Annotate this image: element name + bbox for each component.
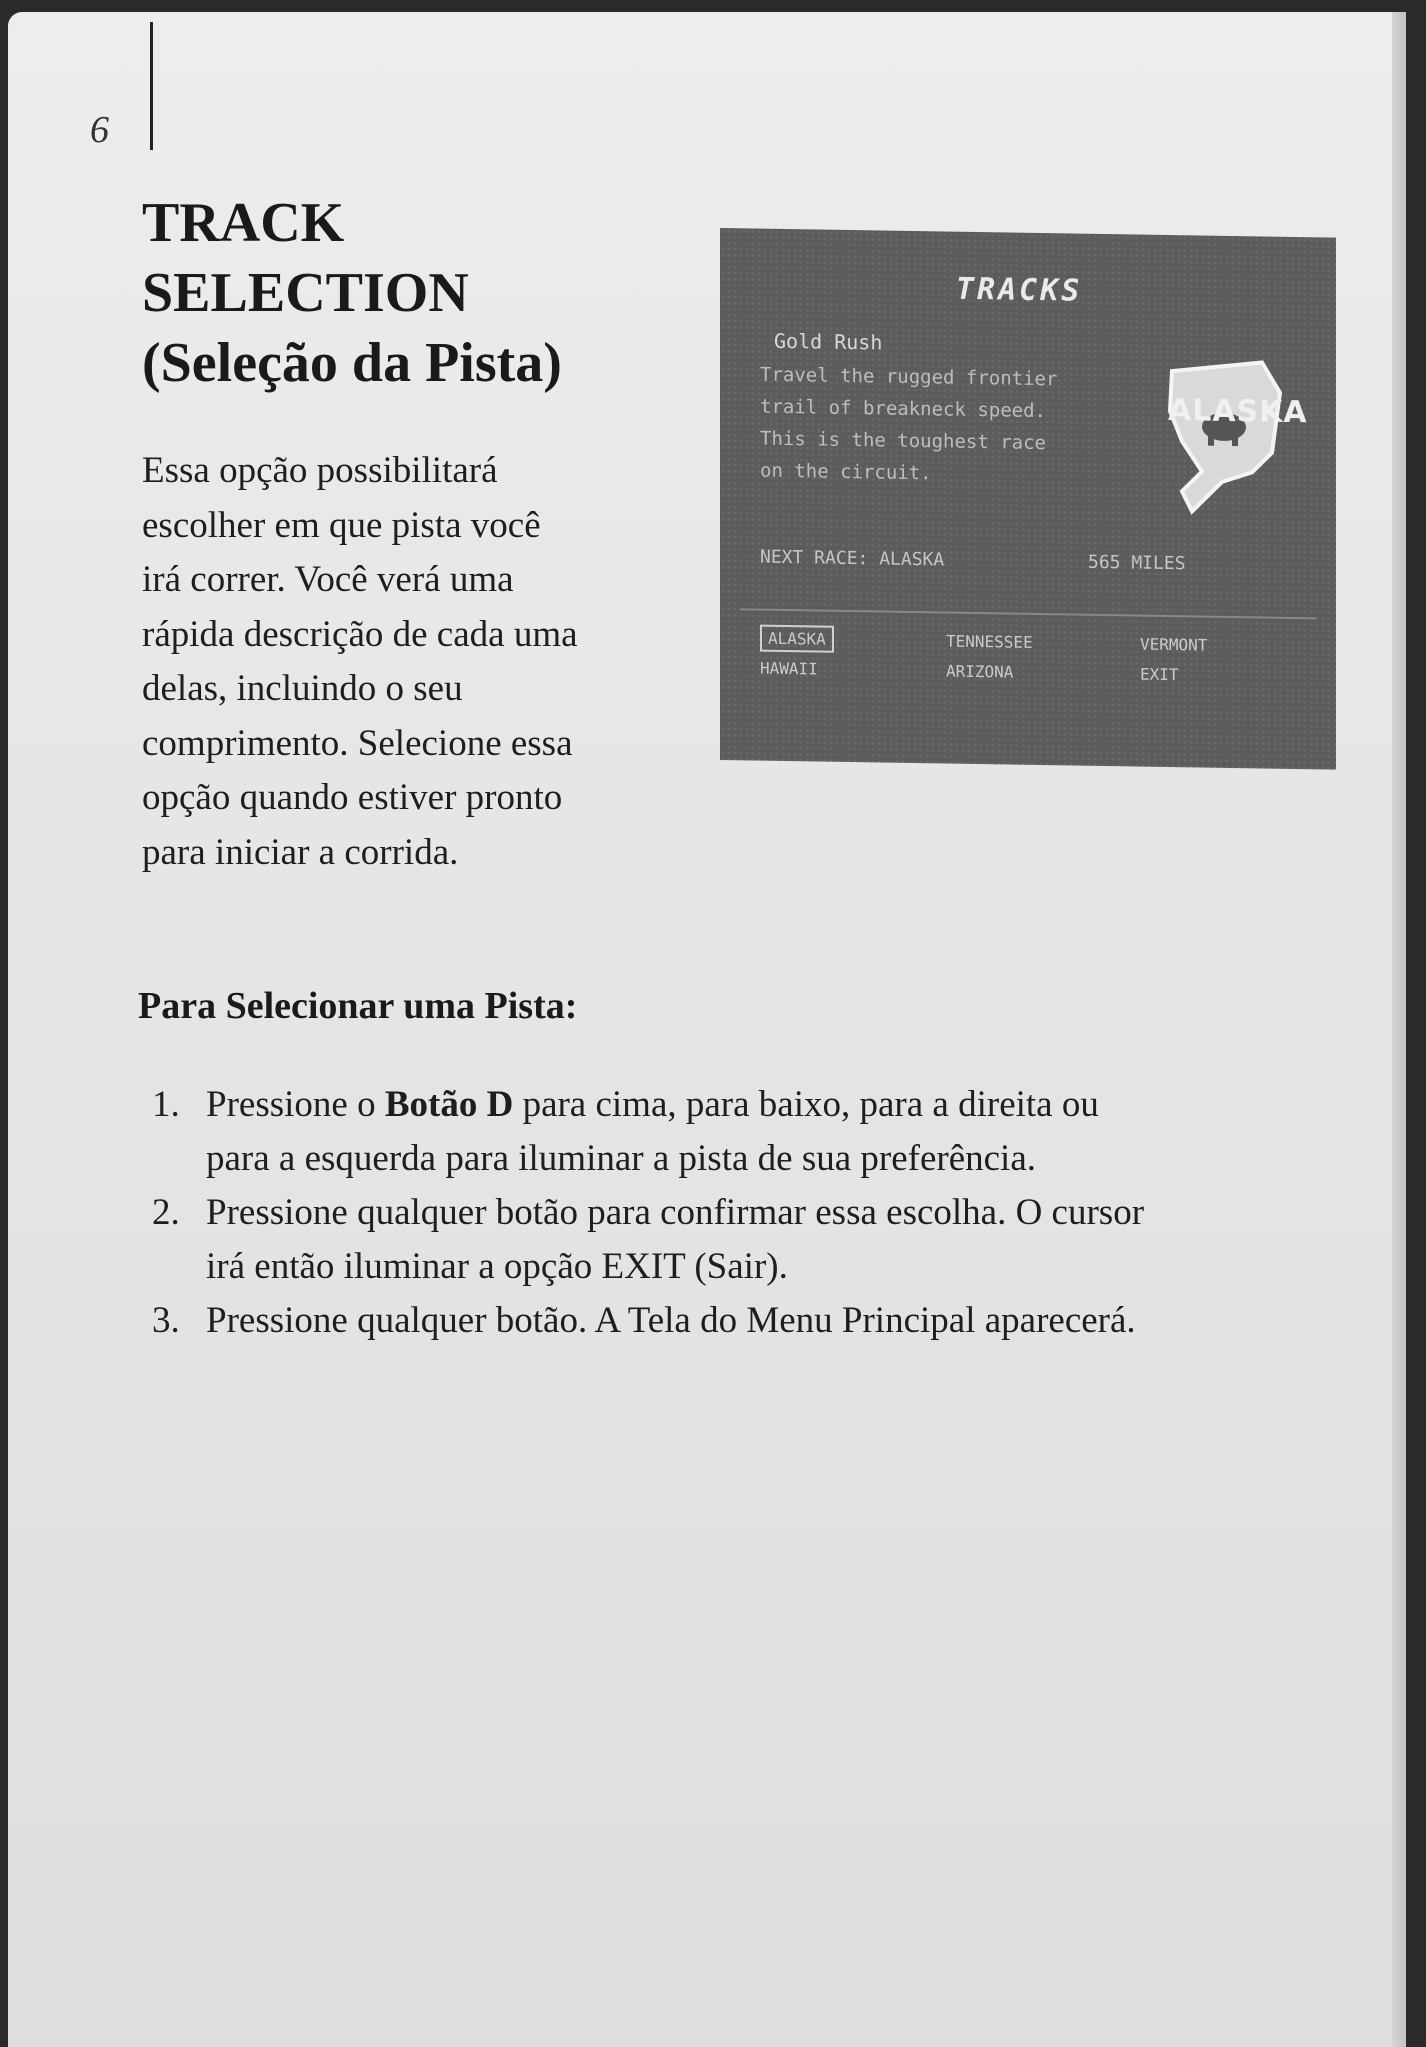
step-bold-text: Botão D	[384, 1084, 514, 1125]
state-label: ALASKA	[1168, 393, 1308, 431]
title-line-3: (Seleção da Pista)	[142, 332, 562, 394]
race-distance: 565 MILES	[1088, 551, 1186, 575]
screenshot-description	[760, 359, 1057, 492]
margin-rule	[150, 22, 153, 150]
step-line: para a esquerda para iluminar a pista de sua preferência.	[206, 1138, 1037, 1179]
step-text: para cima, para baixo, para a direita ou	[513, 1084, 1099, 1125]
screenshot-description-line: Travel the rugged frontier	[760, 363, 1058, 391]
track-option-alaska: ALASKA	[760, 625, 834, 653]
step-item	[152, 1186, 1352, 1294]
step-line: irá então iluminar a opção EXIT (Sair).	[206, 1246, 788, 1287]
screenshot-divider	[740, 608, 1316, 619]
step-number: 3.	[152, 1300, 180, 1341]
screenshot-heading: TRACKS	[956, 271, 1083, 309]
next-race-label: NEXT RACE: ALASKA	[760, 546, 945, 571]
screenshot-description-line: on the circuit.	[760, 459, 932, 485]
intro-line: opção quando estiver pronto	[142, 777, 563, 818]
screenshot-description-line: This is the toughest race	[760, 427, 1046, 455]
track-option-tennessee: TENNESSEE	[946, 631, 1033, 652]
step-line: Pressione qualquer botão. A Tela do Menu Principal aparecerá.	[206, 1300, 1136, 1341]
intro-line: irá correr. Você verá uma	[142, 559, 514, 600]
step-text: Pressione o	[206, 1084, 385, 1125]
page-number: 6	[90, 109, 109, 151]
step-number: 2.	[152, 1192, 180, 1233]
steps-list	[152, 1078, 1352, 1348]
page-title	[142, 188, 562, 398]
title-line-1: TRACK	[142, 192, 345, 254]
step-number: 1.	[152, 1084, 180, 1125]
screenshot-description-line: trail of breakneck speed.	[760, 395, 1046, 423]
track-option-vermont: VERMONT	[1140, 634, 1208, 655]
step-item	[152, 1078, 1352, 1186]
screenshot-track-name: Gold Rush	[774, 328, 883, 355]
title-line-2: SELECTION	[142, 262, 469, 324]
page-edge	[1392, 12, 1406, 2047]
intro-paragraph	[142, 444, 702, 880]
game-screenshot	[720, 228, 1336, 770]
track-option-exit: EXIT	[1140, 664, 1179, 685]
section-subheading: Para Selecionar uma Pista:	[138, 985, 578, 1027]
step-line	[206, 1078, 1352, 1132]
step-line: Pressione qualquer botão para confirmar essa escolha. O cursor	[206, 1192, 1145, 1233]
intro-line: Essa opção possibilitará	[142, 450, 498, 491]
intro-line: escolher em que pista você	[142, 504, 541, 546]
intro-line: rápida descrição de cada uma	[142, 613, 578, 655]
manual-page	[8, 12, 1406, 2047]
intro-line: para iniciar a corrida.	[142, 831, 459, 873]
intro-line: delas, incluindo o seu	[142, 668, 463, 709]
step-item	[152, 1294, 1352, 1348]
track-option-arizona: ARIZONA	[946, 661, 1014, 682]
intro-line: comprimento. Selecione essa	[142, 722, 573, 764]
track-option-hawaii: HAWAII	[760, 658, 818, 679]
